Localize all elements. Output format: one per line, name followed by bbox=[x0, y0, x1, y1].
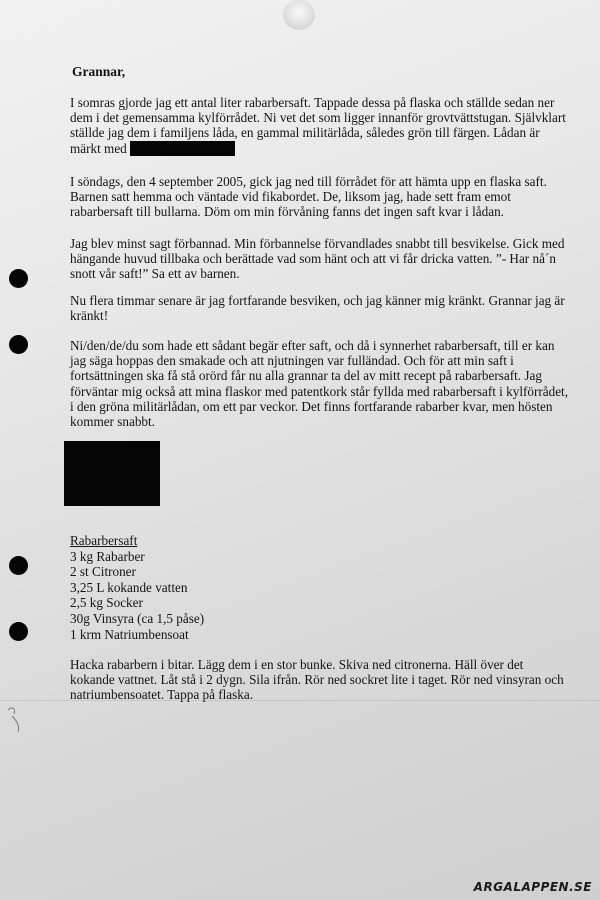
paragraph-line: kokande vattnet. Låt stå i 2 dygn. Sila ifrån. Rör ned sockret lite i taget. Rör ned vinsyran och bbox=[70, 672, 564, 688]
paragraph-line: förväntar mig också att mina flaskor med patentkork står fyllda med rabarbersaft i kylförrådet, bbox=[70, 383, 569, 399]
staple-hole bbox=[283, 0, 315, 30]
paragraph-line: Ni/den/de/du som hade ett sådant begär efter saft, och då i synnerhet rabarbersaft, till er kan bbox=[70, 338, 555, 353]
paragraph-line: I somras gjorde jag ett antal liter rabarbersaft. Tappade dessa på flaska och ställde sedan ner bbox=[70, 95, 555, 110]
paragraph-1 bbox=[70, 95, 570, 156]
redacted-name-box bbox=[130, 141, 235, 156]
paragraph-line bbox=[70, 141, 570, 156]
paper-fold-line bbox=[0, 700, 600, 701]
paragraph-line: Barnen satt hemma och väntade vid fikabordet. De, liksom jag, hade sett fram emot bbox=[70, 189, 511, 205]
redacted-signature-box bbox=[64, 441, 160, 506]
paragraph-line: jag säga hoppas den smakade och att njutningen var fulländad. Och för att min saft i bbox=[70, 353, 514, 369]
paragraph-line: kränkt! bbox=[70, 308, 109, 324]
paragraph-line: I söndags, den 4 september 2005, gick jag ned till förrådet för att hämta upp en flaska saft. bbox=[70, 174, 547, 189]
paragraph-line: i den gröna militärlådan, om ett par veckor. Det finns fortfarande rabarber kvar, men hösten bbox=[70, 398, 553, 414]
paragraph-line-text: märkt med bbox=[70, 140, 127, 156]
paragraph-line: rabarbersaft till bullarna. Döm om min förvåning fanns det ingen saft kvar i lådan. bbox=[70, 204, 504, 220]
ingredient-item: 30g Vinsyra (ca 1,5 påse) bbox=[70, 610, 205, 626]
ingredient-item: 2,5 kg Socker bbox=[70, 595, 143, 611]
letter-greeting: Grannar, bbox=[72, 64, 126, 79]
ingredient-item: 2 st Citroner bbox=[70, 564, 136, 580]
paragraph-line: dem i det gemensamma kylförrådet. Ni vet det som ligger innanför grovtvättstugan. Självklart bbox=[70, 110, 566, 126]
punch-hole-3 bbox=[9, 556, 28, 575]
site-watermark: ARGALAPPEN.SE bbox=[473, 880, 592, 894]
ingredient-item: 3,25 L kokande vatten bbox=[70, 579, 188, 595]
paragraph-line: fortsättningen ska få stå orörd får nu alla grannar ta del av mitt recept på rabarbersaft. Jag bbox=[70, 368, 542, 384]
paragraph-line: ställde jag dem i familjens låda, en gammal militärlåda, således grön till färgen. Lådan är bbox=[70, 125, 540, 141]
paragraph-3 bbox=[70, 236, 570, 282]
ingredient-item: 1 krm Natriumbensoat bbox=[70, 626, 189, 642]
punch-hole-4 bbox=[9, 622, 28, 641]
paragraph-line: Hacka rabarbern i bitar. Lägg dem i en stor bunke. Skiva ned citronerna. Häll över det bbox=[70, 657, 524, 672]
paragraph-line: natriumbensoatet. Tappa på flaska. bbox=[70, 687, 254, 703]
paragraph-2 bbox=[70, 174, 570, 220]
paragraph-4 bbox=[70, 293, 570, 323]
paragraph-line: snott vår saft!” Sa ett av barnen. bbox=[70, 266, 240, 282]
paragraph-line: Jag blev minst sagt förbannad. Min förbannelse förvandlades snabbt till besvikelse. Gick med bbox=[70, 236, 565, 251]
paragraph-line: kommer snabbt. bbox=[70, 414, 155, 430]
paragraph-line: Nu flera timmar senare är jag fortfarande besviken, och jag känner mig kränkt. Grannar jag är bbox=[70, 293, 565, 308]
recipe-list bbox=[70, 533, 204, 642]
punch-hole-2 bbox=[9, 335, 28, 354]
ingredient-item: 3 kg Rabarber bbox=[70, 548, 145, 564]
punch-hole-1 bbox=[9, 269, 28, 288]
recipe-title: Rabarbersaft bbox=[70, 533, 138, 548]
pen-mark-icon bbox=[6, 702, 28, 736]
recipe-instructions bbox=[70, 657, 570, 703]
paragraph-5 bbox=[70, 338, 570, 429]
paragraph-line: hängande huvud tillbaka och berättade vad som hänt och att vi får dricka vatten. ”- Har nå´n bbox=[70, 251, 556, 267]
